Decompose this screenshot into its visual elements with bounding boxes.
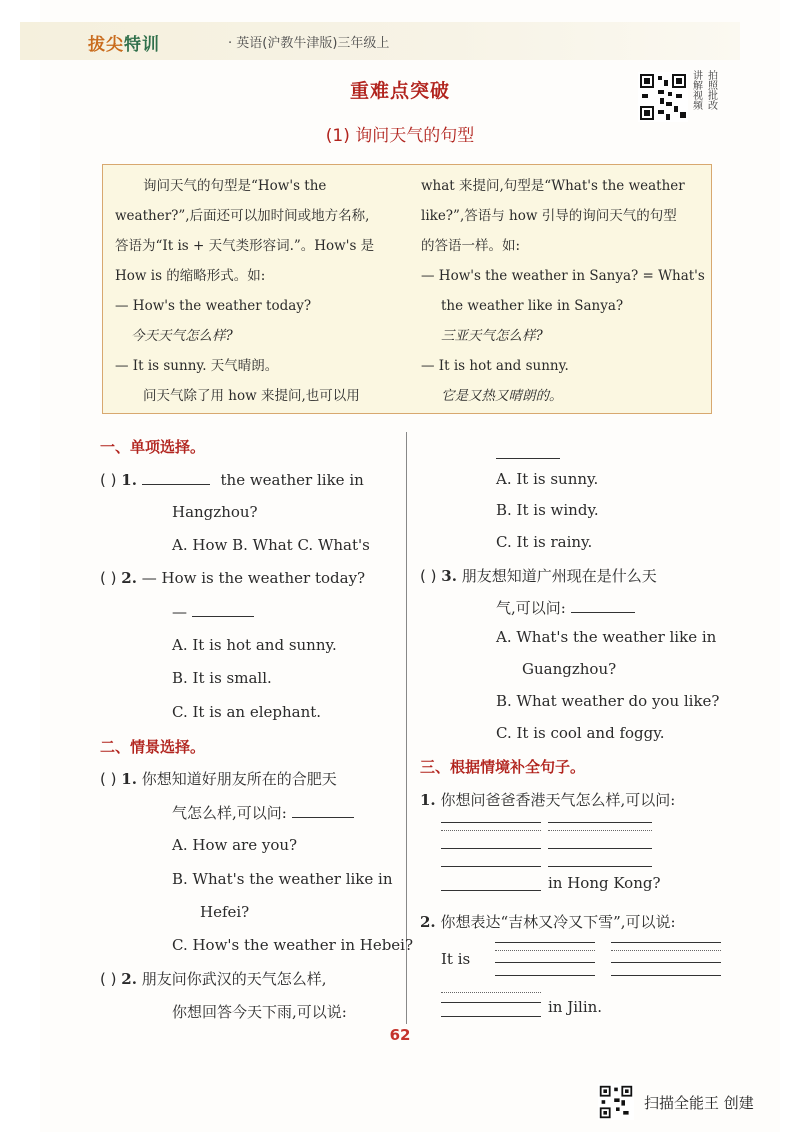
writing-line[interactable] — [441, 866, 541, 867]
info-right-column: what 来提问,句型是“What's the weather like?”,答语与 how 引导的询问天气的句型 的答语一样。如: — How's the weather in Sanya? = What's the weather like in Sanya? 三亚天气怎么样? — It is hot and sunny. 它是又热又晴朗的。 — [421, 178, 705, 404]
question-2-3-cont: 气,可以问: — [496, 597, 635, 618]
option-c[interactable]: C. How's the weather in Hebei? — [172, 936, 414, 954]
page-title: 重难点突破 — [349, 80, 450, 102]
writing-guide — [611, 950, 721, 951]
writing-line[interactable] — [548, 848, 652, 849]
writing-line[interactable] — [441, 1002, 541, 1003]
writing-guide — [441, 992, 541, 993]
writing-line[interactable] — [495, 975, 595, 976]
page-subtitle: (1) 询问天气的句型 — [325, 126, 475, 146]
answer-blank[interactable] — [142, 470, 210, 485]
writing-line[interactable] — [611, 942, 721, 943]
option-c[interactable]: C. It is cool and foggy. — [496, 724, 665, 742]
question-3-1-tail: in Hong Kong? — [548, 874, 661, 892]
writing-line[interactable] — [441, 822, 541, 823]
section-heading-2: 二、情景选择。 — [100, 738, 206, 756]
writing-line[interactable] — [441, 1016, 541, 1017]
writing-guide — [441, 830, 541, 831]
writing-line[interactable] — [548, 822, 652, 823]
option-b[interactable]: B. What's the weather like in — [172, 870, 393, 888]
option-b[interactable]: B. It is windy. — [496, 501, 599, 519]
option-a[interactable]: A. It is sunny. — [496, 470, 599, 488]
answer-blank[interactable] — [192, 602, 254, 617]
question-2-2-cont: 你想回答今天下雨,可以说: — [172, 1003, 347, 1021]
info-left-column: 询问天气的句型是“How's the weather?”,后面还可以加时间或地方名称, 答语为“It is + 天气类形容词.”。How's 是 How is 的缩略形式。如: — How's the weather today? 今天天气怎么样? — It is sunny. 天气晴朗。 问天气除了用 how 来提问,也可以用 — [115, 178, 375, 404]
option-a[interactable]: A. What's the weather like in — [496, 628, 717, 646]
writing-line[interactable] — [611, 975, 721, 976]
option-b-cont: Hefei? — [200, 903, 250, 921]
question-1-1: ( ) 1. the weather like in — [100, 471, 364, 489]
writing-line[interactable] — [495, 962, 595, 963]
header-band — [20, 22, 740, 60]
option-a-cont: Guangzhou? — [522, 660, 617, 678]
option-a[interactable]: A. It is hot and sunny. — [172, 636, 337, 654]
question-2-1: ( ) 1. 你想知道好朋友所在的合肥天 — [100, 770, 337, 788]
answer-blank[interactable] — [292, 803, 354, 818]
question-3-2: 2. 你想表达“吉林又冷又下雪”,可以说: — [420, 913, 676, 931]
question-3-1: 1. 你想问爸爸香港天气怎么样,可以问: — [420, 791, 676, 809]
writing-line[interactable] — [441, 848, 541, 849]
writing-line[interactable] — [611, 962, 721, 963]
section-heading-1: 一、单项选择。 — [100, 438, 206, 456]
option-c[interactable]: C. It is an elephant. — [172, 703, 322, 721]
book-subject: · 英语(沪教牛津版)三年级上 — [228, 36, 390, 51]
brand-logo: 拔尖特训 — [88, 35, 160, 55]
question-2-3: ( ) 3. 朋友想知道广州现在是什么天 — [420, 567, 657, 585]
writing-line[interactable] — [548, 866, 652, 867]
scanner-watermark: 扫描全能王 创建 — [644, 1094, 754, 1112]
writing-guide — [548, 830, 652, 831]
qr-caption: 讲 拍 解 照 视 批 频 改 — [693, 71, 718, 112]
section-heading-3: 三、根据情境补全句子。 — [420, 758, 586, 776]
scanner-qr-icon — [598, 1084, 634, 1120]
writing-guide — [495, 950, 595, 951]
page-number: 62 — [389, 1026, 411, 1044]
question-2-2: ( ) 2. 朋友问你武汉的天气怎么样, — [100, 970, 327, 988]
question-3-2-lead: It is — [441, 950, 471, 968]
question-2-1-cont: 气怎么样,可以问: — [172, 802, 354, 823]
question-3-2-tail: in Jilin. — [548, 998, 603, 1016]
answer-blank[interactable] — [571, 598, 635, 613]
option-c[interactable]: C. It is rainy. — [496, 533, 593, 551]
option-a[interactable]: A. How are you? — [172, 836, 298, 854]
question-1-2-answer-line: — — [172, 602, 254, 621]
writing-line[interactable] — [495, 942, 595, 943]
option-b[interactable]: B. What weather do you like? — [496, 692, 720, 710]
option-b[interactable]: B. It is small. — [172, 669, 272, 687]
question-1-2: ( ) 2. — How is the weather today? — [100, 569, 366, 587]
grammar-info-box — [102, 164, 712, 414]
question-1-1-options[interactable]: A. How B. What C. What's — [172, 536, 370, 554]
qr-code-icon[interactable] — [638, 72, 688, 122]
writing-line[interactable] — [441, 890, 541, 891]
question-1-1-cont: Hangzhou? — [172, 503, 258, 521]
answer-blank-top[interactable] — [496, 458, 560, 459]
